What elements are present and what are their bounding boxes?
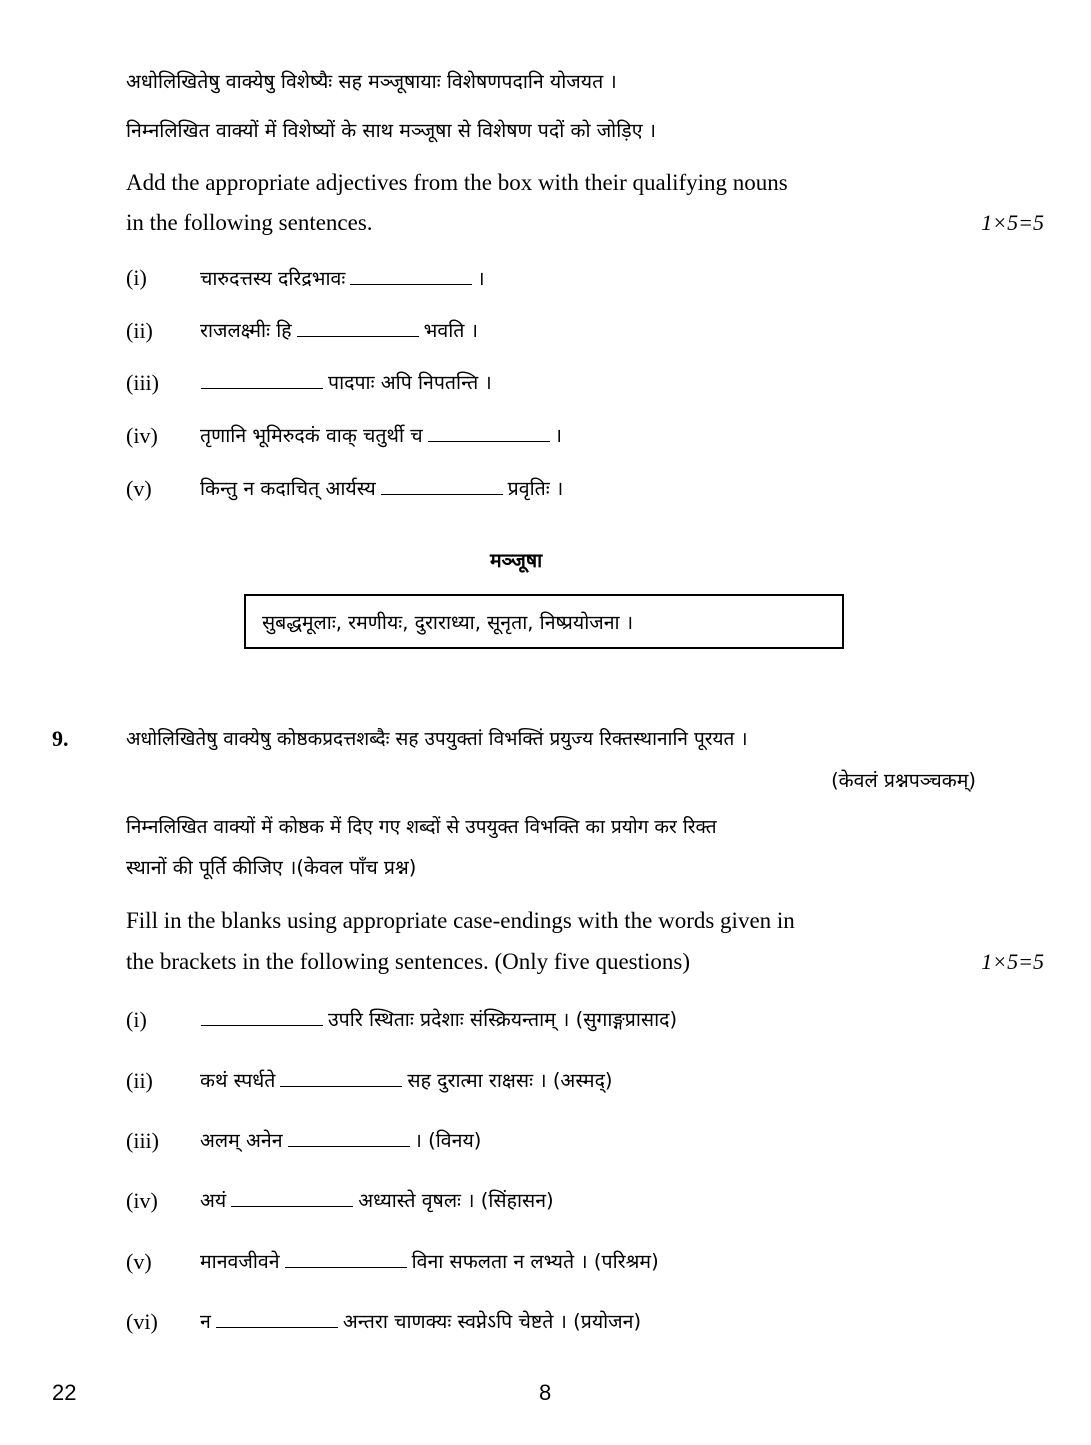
item-number: (v)	[126, 1249, 152, 1274]
question-number: 9.	[52, 726, 69, 751]
list-item-text: किन्तु न कदाचित् आर्यस्य प्रवृतिः ।	[200, 477, 564, 500]
q9-instruction-hindi-line2: स्थानों की पूर्ति कीजिए ।(केवल पाँच प्रश्न)	[126, 856, 417, 879]
item-number: (ii)	[126, 1068, 153, 1093]
list-item	[126, 1249, 152, 1275]
q9-instruction-english-line1: Fill in the blanks using appropriate case-endings with the words given in	[126, 908, 795, 933]
answer-blank[interactable]	[201, 388, 323, 389]
list-item-text: राजलक्ष्मीः हि भवति ।	[200, 319, 478, 342]
answer-blank[interactable]	[201, 1025, 323, 1026]
list-item-text: न अन्तरा चाणक्यः स्वप्नेऽपि चेष्टते । (प्रयोजन)	[200, 1310, 642, 1333]
list-item-text: चारुदत्तस्य दरिद्रभावः ।	[200, 267, 485, 290]
q8-instruction-english-line2: in the following sentences.	[126, 210, 373, 235]
list-item	[126, 476, 152, 502]
page-number: 8	[539, 1380, 552, 1405]
paper-code: 22	[52, 1380, 77, 1405]
list-item-text: पादपाः अपि निपतन्ति ।	[196, 368, 492, 395]
answer-blank[interactable]	[216, 1327, 338, 1328]
list-item-text: कथं स्पर्धते सह दुरात्मा राक्षसः । (अस्मद्)	[200, 1069, 613, 1092]
list-item-text: अयं अध्यास्ते वृषलः । (सिंहासन)	[200, 1189, 554, 1212]
q9-instruction-english-line2: the brackets in the following sentences. (Only five questions)	[126, 949, 690, 974]
answer-blank[interactable]	[428, 441, 550, 442]
q9-marks: 1×5=5	[981, 949, 1044, 974]
q9-instruction-sanskrit: अधोलिखितेषु वाक्येषु कोष्ठकप्रदत्तशब्दैः सह उपयुक्तां विभक्तिं प्रयुज्य रिक्तस्थानानि पूरयत ।	[126, 728, 748, 750]
item-number: (ii)	[126, 318, 153, 343]
list-item	[126, 1309, 158, 1335]
item-number: (iv)	[126, 423, 158, 448]
list-item-text: मानवजीवने विना सफलता न लभ्यते । (परिश्रम)	[200, 1250, 659, 1273]
item-number: (i)	[126, 265, 147, 290]
item-number: (iii)	[126, 370, 159, 395]
answer-blank[interactable]	[288, 1146, 410, 1147]
answer-blank[interactable]	[285, 1267, 407, 1268]
word-box	[244, 594, 844, 649]
q9-instruction-hindi-line1: निम्नलिखित वाक्यों में कोष्ठक में दिए गए शब्दों से उपयुक्त विभक्ति का प्रयोग कर रिक्त	[126, 816, 717, 838]
answer-blank[interactable]	[381, 494, 503, 495]
list-item	[126, 370, 159, 396]
answer-blank[interactable]	[350, 284, 472, 285]
list-item-text: अलम् अनेन । (विनय)	[200, 1129, 482, 1152]
answer-blank[interactable]	[297, 336, 419, 337]
list-item	[126, 1128, 159, 1154]
q8-instruction-hindi: निम्नलिखित वाक्यों में विशेष्यों के साथ मञ्जूषा से विशेषण पदों को जोड़िए ।	[126, 119, 657, 142]
item-number: (iv)	[126, 1188, 158, 1213]
item-number: (vi)	[126, 1309, 158, 1334]
list-item-text: उपरि स्थिताः प्रदेशाः संस्क्रियन्ताम् । (सुगाङ्गप्रासाद)	[196, 1005, 677, 1032]
q8-instruction-sanskrit: अधोलिखितेषु वाक्येषु विशेष्यैः सह मञ्जूषायाः विशेषणपदानि योजयत ।	[126, 70, 617, 93]
list-item	[126, 1007, 147, 1033]
item-number: (v)	[126, 476, 152, 501]
answer-blank[interactable]	[231, 1206, 353, 1207]
q8-instruction-english-line1: Add the appropriate adjectives from the box with their qualifying nouns	[126, 170, 788, 195]
list-item	[126, 1188, 158, 1214]
q9-instruction-sanskrit-note: (केवलं प्रश्नपञ्चकम्)	[831, 769, 976, 792]
list-item	[126, 1068, 153, 1094]
list-item	[126, 423, 158, 449]
list-item-text: तृणानि भूमिरुदकं वाक् चतुर्थी च ।	[200, 424, 562, 447]
list-item	[126, 318, 153, 344]
answer-blank[interactable]	[280, 1086, 402, 1087]
item-number: (iii)	[126, 1128, 159, 1153]
box-title: मञ्जूषा	[490, 549, 543, 572]
item-number: (i)	[126, 1007, 147, 1032]
q8-marks: 1×5=5	[981, 210, 1044, 235]
word-box-content: सुबद्धमूलाः, रमणीयः, दुराराध्या, सूनृता, निष्प्रयोजना ।	[262, 611, 634, 634]
list-item	[126, 265, 147, 291]
